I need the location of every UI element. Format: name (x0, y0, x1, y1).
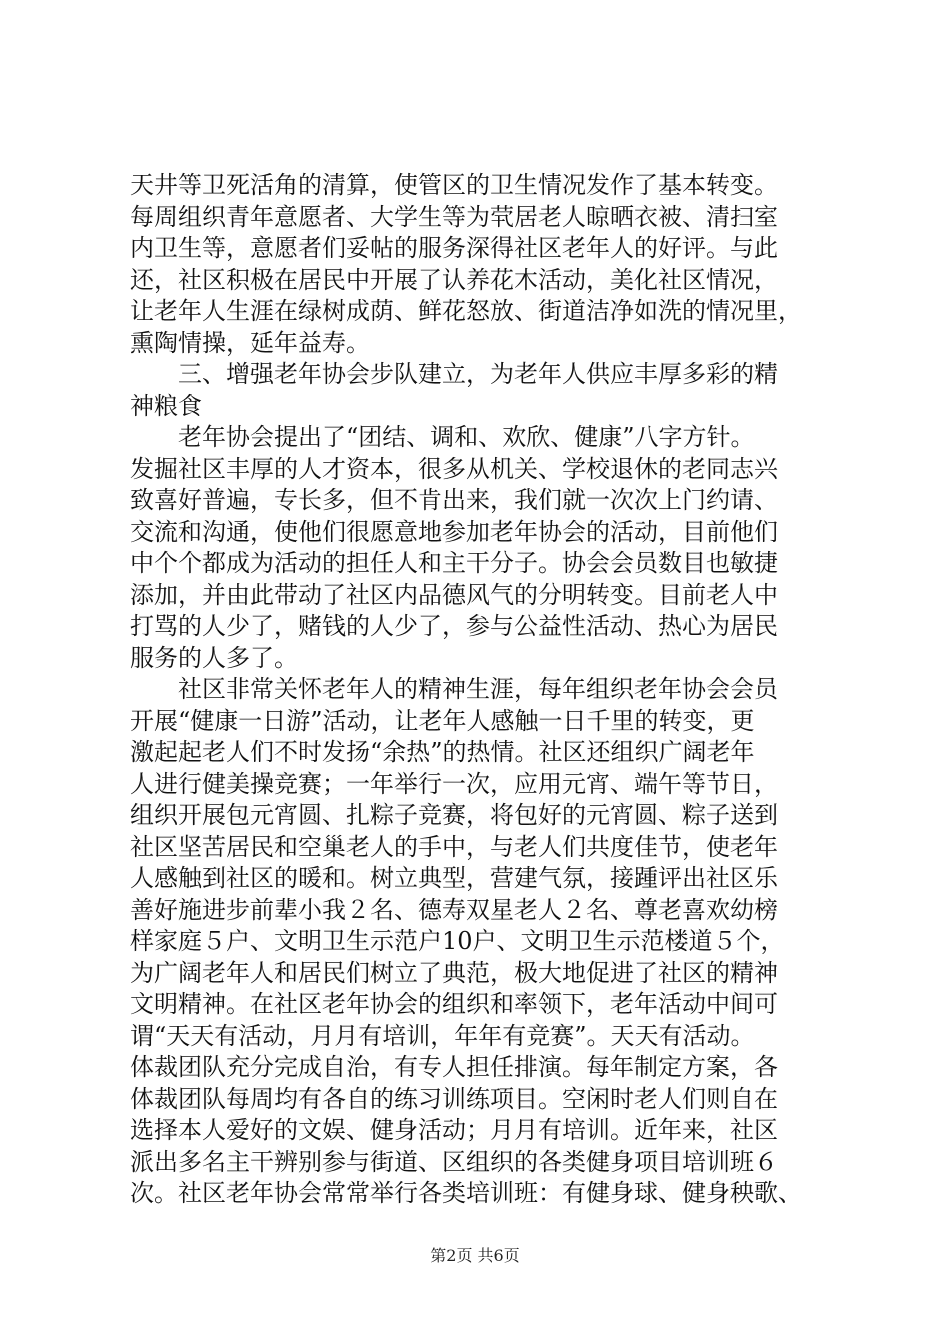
text-line: 谓“天天有活动，月月有培训，年年有竞赛”。天天有活动。 (130, 1021, 755, 1050)
text-line: 样家庭５户、文明卫生示范户10户、文明卫生示范楼道５个， (130, 927, 785, 955)
text-line: 开展“健康一日游”活动，让老年人感触一日千里的转变，更 (130, 706, 755, 735)
text-line: 体裁团队每周均有各自的练习训练项目。空闲时老人们则自在 (130, 1084, 778, 1113)
text-line: 激起起老人们不时发扬“余热”的热情。社区还组织广阔老年 (130, 738, 755, 766)
text-line: 社区坚苦居民和空巢老人的手中，与老人们共度佳节，使老年 (130, 832, 778, 861)
text-line: 善好施进步前辈小我２名、德寿双星老人２名、尊老喜欢幼榜 (130, 895, 778, 924)
text-line: 天井等卫死活角的清算，使管区的卫生情况发作了基本转变。 (130, 171, 778, 199)
text-line: 服务的人多了。 (130, 643, 298, 672)
page-footer (0, 1246, 950, 1266)
text-line: 组织开展包元宵圆、扎粽子竞赛，将包好的元宵圆、粽子送到 (130, 801, 778, 829)
text-line: 文明精神。在社区老年协会的组织和率领下，老年活动中间可 (130, 990, 778, 1018)
text-line: 次。社区老年协会常常举行各类培训班：有健身球、健身秧歌、 (130, 1179, 802, 1207)
text-line: 打骂的人少了，赌钱的人少了，参与公益性活动、热心为居民 (130, 612, 778, 640)
text-line: 老年协会提出了“团结、调和、欢欣、健康”八字方针。 (178, 423, 755, 451)
text-line: 添加，并由此带动了社区内品德风气的分明转变。目前老人中 (130, 580, 778, 609)
text-line: 还，社区积极在居民中开展了认养花木活动，美化社区情况， (130, 265, 778, 294)
text-line: 交流和沟通，使他们很愿意地参加老年协会的活动，目前他们 (130, 517, 778, 546)
text-line: 内卫生等，意愿者们妥帖的服务深得社区老年人的好评。与此 (130, 234, 778, 262)
body-text (130, 170, 850, 1210)
section-heading-line: 三、增强老年协会步队建立，为老年人供应丰厚多彩的精 (178, 360, 778, 388)
section-heading-line: 神粮食 (130, 391, 202, 420)
text-line: 社区非常关怀老年人的精神生涯，每年组织老年协会会员 (178, 675, 778, 703)
text-line: 致喜好普遍，专长多，但不肯出来，我们就一次次上门约请、 (130, 486, 778, 514)
text-line: 派出多名主干辨别参与街道、区组织的各类健身项目培训班６ (130, 1147, 778, 1176)
text-line: 熏陶情操，延年益寿。 (130, 328, 370, 357)
text-line: 人感触到社区的暖和。树立典型，营建气氛，接踵评出社区乐 (130, 864, 778, 892)
text-line: 人进行健美操竞赛；一年举行一次，应用元宵、端午等节日， (130, 769, 778, 798)
page-number: 第2页 共6页 (430, 1246, 520, 1265)
text-line: 发掘社区丰厚的人才资本，很多从机关、学校退休的老同志兴 (130, 454, 778, 483)
text-line: 选择本人爱好的文娱、健身活动；月月有培训。近年来，社区 (130, 1116, 778, 1144)
text-line: 为广阔老年人和居民们树立了典范，极大地促进了社区的精神 (130, 958, 778, 987)
text-line: 让老年人生涯在绿树成荫、鲜花怒放、街道洁净如洗的情况里， (130, 297, 802, 325)
text-line: 体裁团队充分完成自治，有专人担任排演。每年制定方案，各 (130, 1053, 778, 1081)
text-line: 中个个都成为活动的担任人和主干分子。协会会员数目也敏捷 (130, 549, 778, 577)
text-line: 每周组织青年意愿者、大学生等为茕居老人晾晒衣被、清扫室 (130, 202, 778, 231)
